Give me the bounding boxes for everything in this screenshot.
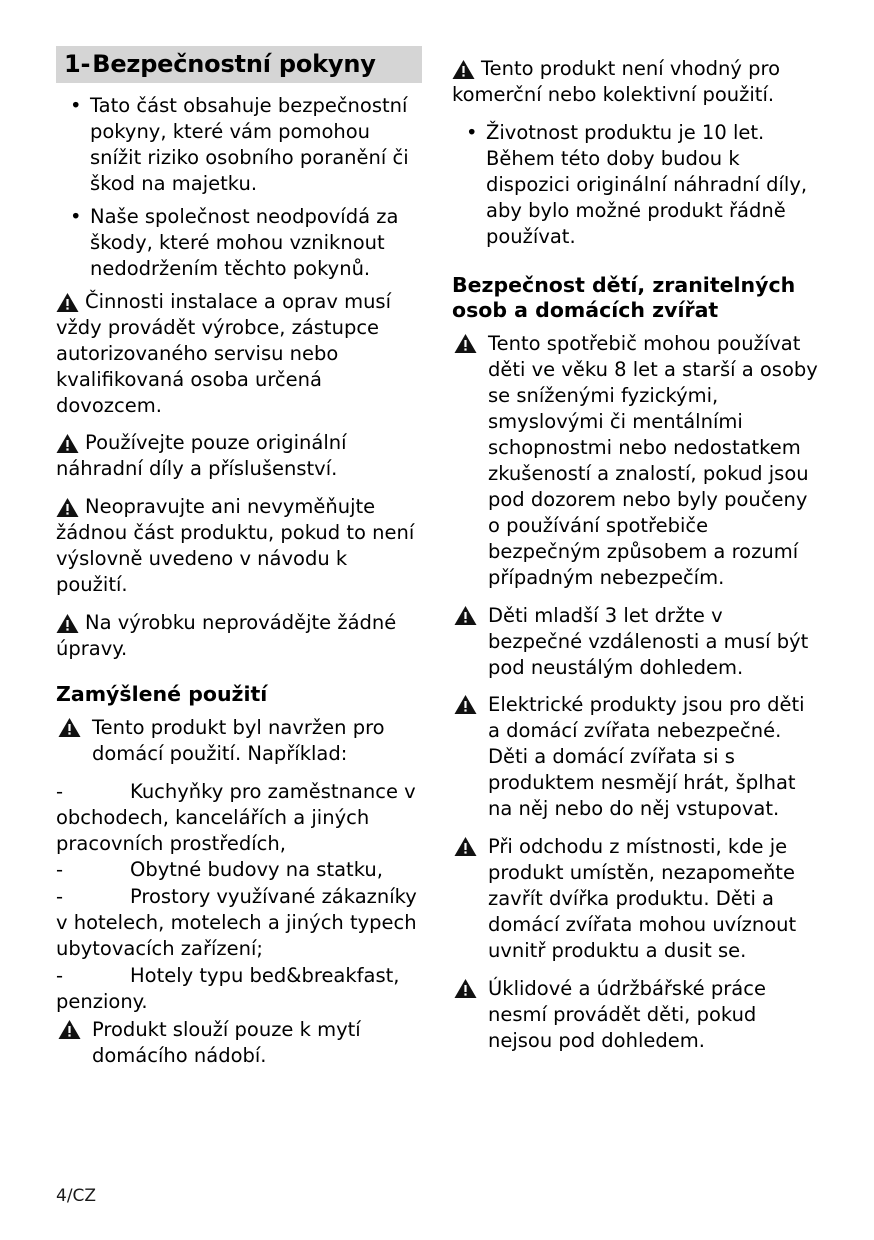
dash-icon: - xyxy=(56,779,64,803)
chapter-number: 1- xyxy=(64,50,91,78)
warning-triangle-icon xyxy=(454,333,477,354)
list-item xyxy=(56,204,422,282)
chapter-title: Bezpečnostní pokyny xyxy=(92,50,376,78)
warning-triangle-icon xyxy=(56,497,79,518)
bullet-icon: • xyxy=(70,205,82,229)
warning-triangle-icon xyxy=(454,605,477,626)
dash-icon: - xyxy=(56,964,64,988)
warning-text: Tento spotřebič mohou používat děti ve věku 8 let a starší a osoby se sníženými fyzickými, smyslovými či mentálními schopnostmi nebo nedostatkem zkušeností a znalostí, pokud jsou pod dozorem nebo byly poučeny o používání spotřebiče bezpečným způsobem a rozumí případným nebezpečím. xyxy=(488,332,818,589)
list-item xyxy=(452,120,818,250)
warning-paragraph xyxy=(452,692,818,822)
dash-list-item xyxy=(56,779,422,857)
warning-paragraph xyxy=(56,494,422,598)
dash-item-text: Obytné budovy na statku, xyxy=(130,858,383,882)
warning-paragraph xyxy=(452,56,818,108)
warning-text: Činnosti instalace a oprav musí vždy provádět výrobce, zástupce autorizovaného servisu nebo kvalifikovaná osoba určená dovozcem. xyxy=(56,289,392,417)
warning-paragraph xyxy=(56,289,422,419)
warning-paragraph xyxy=(452,976,818,1054)
right-bullet-list xyxy=(452,120,818,250)
bullet-icon: • xyxy=(70,94,82,118)
left-column xyxy=(56,46,422,1166)
warning-text: Úklidové a údržbářské práce nesmí provádět děti, pokud nejsou pod dohledem. xyxy=(488,976,766,1052)
list-item-text: Životnost produktu je 10 let. Během této doby budou k dispozici originální náhradní díly, aby bylo možné produkt řádně používat. xyxy=(486,120,808,248)
warning-text: Elektrické produkty jsou pro děti a domácí zvířata nebezpečné. Děti a domácí zvířata si s produktem nesmějí hrát, šplhat na něj nebo do něj vstupovat. xyxy=(488,693,805,821)
warning-text: Na výrobku neprovádějte žádné úpravy. xyxy=(56,610,397,660)
warning-text: Děti mladší 3 let držte v bezpečné vzdálenosti a musí být pod neustálým dohledem. xyxy=(488,603,809,679)
section-heading-intended-use: Zamýšlené použití xyxy=(56,681,268,706)
bullet-icon: • xyxy=(466,120,478,144)
warning-paragraph xyxy=(452,331,818,590)
warning-text: Při odchodu z místnosti, kde je produkt umístěn, nezapomeňte zavřít dvířka produktu. Děti a domácí zvířata mohou uvíznout uvnitř produktu a dusit se. xyxy=(488,835,797,962)
warning-paragraph xyxy=(56,715,422,767)
warning-text: Neopravujte ani nevyměňujte žádnou část produktu, pokud to není výslovně uvedeno v návodu k použití. xyxy=(56,495,415,597)
warning-paragraph xyxy=(56,610,422,662)
warning-triangle-icon xyxy=(56,433,79,454)
warning-text: Používejte pouze originální náhradní díly a příslušenství. xyxy=(56,431,347,481)
warning-paragraph xyxy=(56,430,422,482)
warning-text: Produkt slouží pouze k mytí domácího nádobí. xyxy=(92,1017,361,1067)
dash-item-text: Prostory využívané zákazníky v hotelech, motelech a jiných typech ubytovacích zařízení; xyxy=(56,885,417,961)
dash-list-item xyxy=(56,884,422,962)
warning-triangle-icon xyxy=(58,717,81,738)
warning-triangle-icon xyxy=(56,613,79,634)
dash-list-item xyxy=(56,857,422,883)
warning-paragraph xyxy=(452,603,818,681)
warning-triangle-icon xyxy=(454,694,477,715)
dash-item-text: Hotely typu bed&breakfast, penziony. xyxy=(56,964,400,1014)
dash-item-text: Kuchyňky pro zaměstnance v obchodech, kancelářích a jiných pracovních prostředích, xyxy=(56,779,416,855)
warning-triangle-icon xyxy=(56,292,79,313)
dash-list-item xyxy=(56,963,422,1015)
dash-icon: - xyxy=(56,885,64,909)
list-item xyxy=(56,93,422,197)
section-heading-children-safety: Bezpečnost dětí, zranitelných osob a domácích zvířat xyxy=(452,273,796,323)
warning-paragraph xyxy=(56,1017,422,1069)
page-footer: 4/CZ xyxy=(56,1186,97,1206)
right-column xyxy=(452,46,818,1166)
warning-triangle-icon xyxy=(452,59,475,80)
chapter-heading xyxy=(56,46,422,83)
dash-icon: - xyxy=(56,858,64,882)
warning-paragraph xyxy=(452,834,818,964)
warning-triangle-icon xyxy=(454,836,477,857)
warning-triangle-icon xyxy=(58,1019,81,1040)
list-item-text: Tato část obsahuje bezpečnostní pokyny, které vám pomohou snížit riziko osobního poranění či škod na majetku. xyxy=(90,94,409,196)
warning-text: Tento produkt není vhodný pro komerční nebo kolektivní použití. xyxy=(452,57,781,106)
warning-triangle-icon xyxy=(454,978,477,999)
list-item-text: Naše společnost neodpovídá za škody, které mohou vzniknout nedodržením těchto pokynů. xyxy=(90,205,399,280)
intro-bullet-list xyxy=(56,93,422,281)
two-column-layout xyxy=(56,46,818,1166)
warning-text: Tento produkt byl navržen pro domácí použití. Například: xyxy=(92,715,385,765)
